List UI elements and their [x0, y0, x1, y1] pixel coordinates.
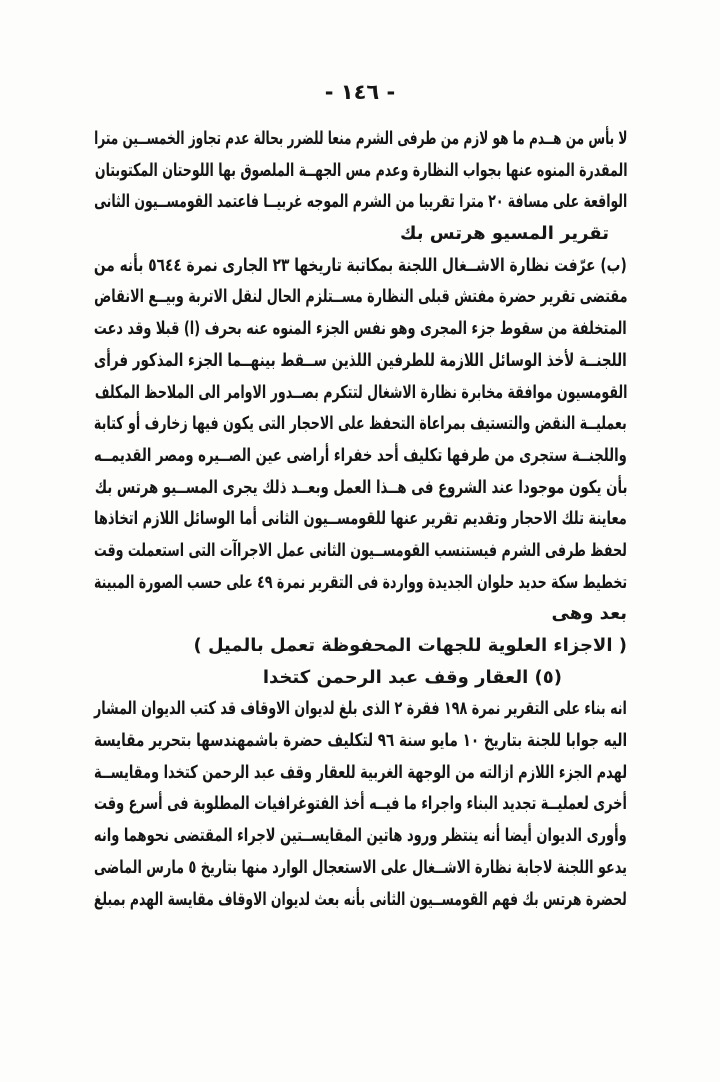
text-line: (٥) العقار وقف عبد الرحمن كتخدا: [262, 666, 562, 688]
text-line: يدعو اللجنة لاجابة نظارة الاشــغال على الاستعجال الوارد منها بتاريخ ٥ مارس الماضى: [94, 856, 627, 878]
text-line: لهدم الجزء اللازم ازالته من الوجهة الغربية للعقار وقف عبد الرحمن كتخدا ومقايســة: [93, 761, 627, 783]
text-line: بعد وهى: [551, 603, 627, 625]
page-number: - ١٤٦ -: [324, 80, 396, 104]
text-line: وأورى الديوان أيضا أنه ينتظر ورود هاتين المقايســتين لاجراء المقتضى نحوهما وانه: [94, 825, 627, 847]
text-line: بأن يكون موجودا عند الشروع فى هــذا العمل وبعــد ذلك يجرى المســيو هرتس بك: [94, 476, 627, 498]
text-block: [94, 123, 627, 915]
text-line: (ب) عرّفت نظارة الاشــغال اللجنة بمكاتبة تاريخها ٢٣ الجارى نمرة ٥٦٤٤ بأنه من: [94, 254, 627, 276]
text-line: لحضرة هرتس بك فهم القومســيون الثانى بأنه بعث لديوان الاوقاف مقايسة الهدم بمبلغ: [94, 888, 627, 910]
text-line: معاينة تلك الاحجار وتقديم تقرير عنها للقومســيون الثانى أما الوسائل اللازم اتخاذها: [94, 508, 627, 530]
text-line: المقدرة المنوه عنها بجواب النظارة وعدم مس الجهــة الملصوق بها اللوحتان المكتوبتان: [94, 159, 627, 181]
text-line: اللجنــة لأخذ الوسائل اللازمة للطرفين اللذين ســقط بينهــما الجزء المذكور فرأى: [94, 349, 627, 371]
text-line: تخطيط سكة حديد حلوان الجديدة وواردة فى التقرير نمرة ٤٩ على حسب الصورة المبينة: [93, 571, 627, 593]
text-line: الواقعة على مسافة ٢٠ مترا تقريبا من الشرم الموجه غربيــا فاعتمد القومســيون الثانى: [93, 191, 627, 213]
text-line: واللجنــة ستجرى من طرفها تكليف أحد خفراء أراضى عين الصــيره ومصر القديمــه: [94, 444, 627, 466]
text-line: ( الاجزاء العلوية للجهات المحفوظة تعمل بالميل ): [193, 635, 627, 656]
text-line: أخرى لعمليــة تجديد البناء واجراء ما فيــه أخذ الفتوغرافيات المطلوبة فى أسرع وقت: [94, 793, 627, 815]
text-line: مقتضى تقرير حضرة مفتش قبلى النظارة مســتلزم الحال لنقل الاتربة وبيــع الانقاض: [93, 286, 627, 308]
text-line: انه بناء على التقرير نمرة ١٩٨ فقرة ٢ الذى بلغ لديوان الاوقاف قد كتب الديوان المشار: [94, 698, 627, 720]
text-line: لا بأس من هــدم ما هو لازم من طرفى الشرم منعا للضرر بحالة عدم تجاوز الخمســين مترا: [93, 128, 627, 149]
text-line: بعمليــة النقض والتستيف بمراعاة التحفظ على الاحجار التى يكون فيها زخارف أو كتابة: [94, 413, 627, 435]
text-line: المتخلفة من سقوط جزء المجرى وهو نفس الجزء المنوه عنه بحرف (ا) قبلا وقد دعت: [94, 318, 627, 340]
text-line: اليه جوابا للجنة بتاريخ ١٠ مايو سنة ٩٦ لتكليف حضرة باشمهندسها بتحرير مقايسة: [93, 730, 627, 752]
text-line: تقرير المسيو هرتس بك: [399, 223, 609, 245]
text-line: القومسيون موافقة مخابرة نظارة الاشغال لتتكرم بصــدور الاوامر الى الملاحظ المكلف: [94, 381, 627, 403]
text-line: لحفظ طرفى الشرم فيستنسب القومســيون الثانى عمل الاجراآت التى استعملت وقت: [94, 539, 627, 561]
